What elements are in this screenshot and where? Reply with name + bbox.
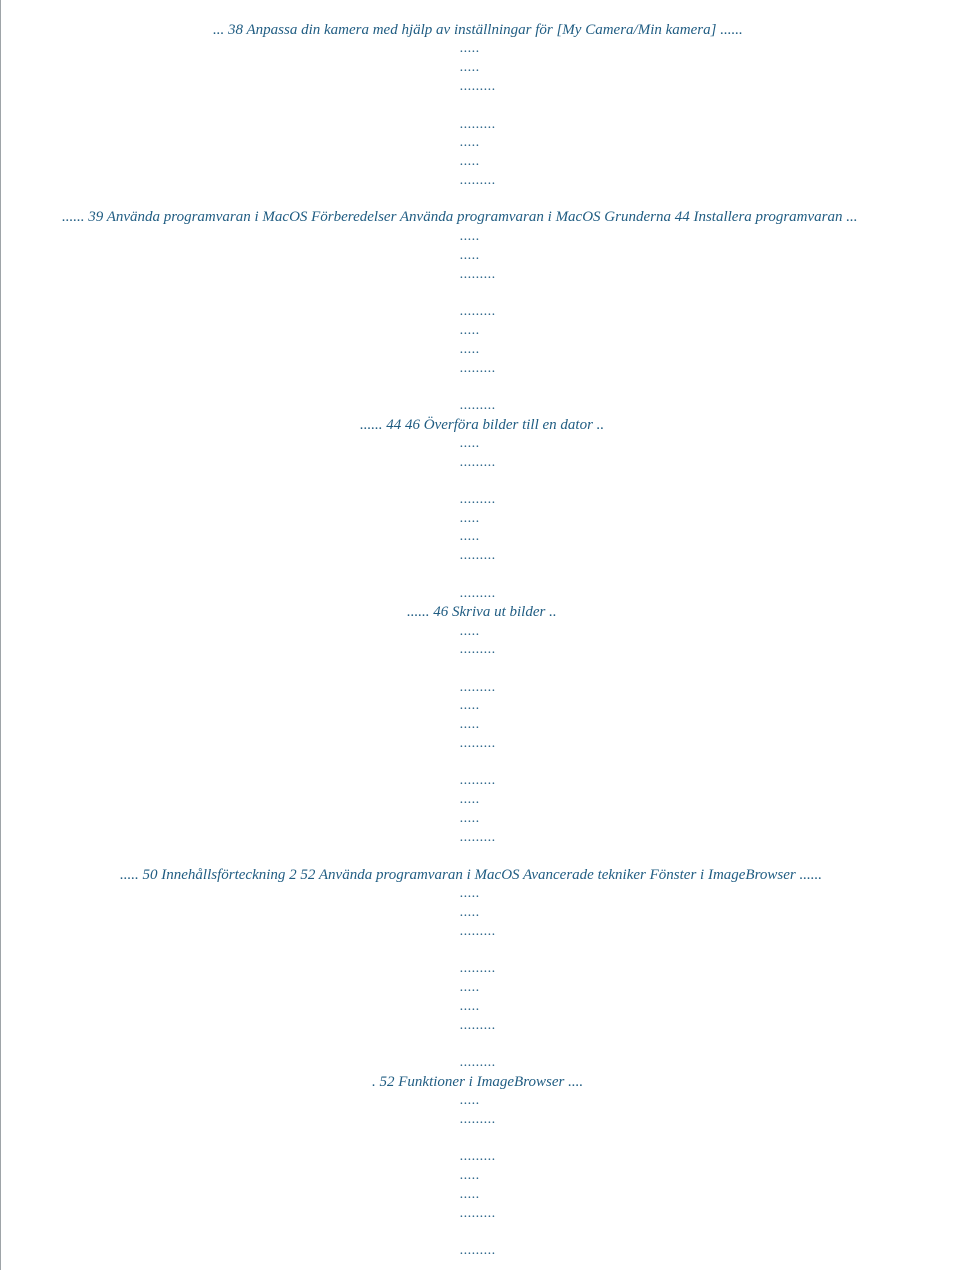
leader-dots: ......... xyxy=(460,455,496,470)
leader-dots: ..... xyxy=(460,511,480,526)
leader-dots: ..... xyxy=(460,886,480,901)
leader-dots: ......... xyxy=(460,1055,496,1070)
leader-dots: ......... xyxy=(460,398,496,413)
leader-dots: ......... xyxy=(460,492,496,507)
leader-dots: ..... xyxy=(460,342,480,357)
leader-dots: ......... xyxy=(460,267,496,282)
leader-dots: ......... xyxy=(460,173,496,188)
leader-dots: ..... xyxy=(460,999,480,1014)
leader-dots: ......... xyxy=(460,1018,496,1033)
leader-dots: ..... xyxy=(460,905,480,920)
leader-dots: ..... xyxy=(460,248,480,263)
leader-dots: ..... xyxy=(460,717,480,732)
leader-dots: ......... xyxy=(460,1112,496,1127)
leader-dots: ......... xyxy=(460,304,496,319)
leader-dots: ......... xyxy=(460,736,496,751)
leader-dots: ..... xyxy=(460,980,480,995)
leader-dots: ......... xyxy=(460,117,496,132)
leader-dots: ......... xyxy=(460,642,496,657)
leader-dots: ..... xyxy=(460,811,480,826)
leader-dots: ......... xyxy=(460,830,496,845)
leader-dots: ..... xyxy=(460,1168,480,1183)
leader-dots: ..... xyxy=(460,529,480,544)
leader-dots: ..... xyxy=(460,624,480,639)
leader-dots: ......... xyxy=(460,961,496,976)
leader-dots: ..... xyxy=(460,41,480,56)
leader-dots: ......... xyxy=(460,680,496,695)
leader-dots: ..... xyxy=(460,1187,480,1202)
toc-entry-50: ..... 50 Innehållsförteckning 2 52 Använda programvaran i MacOS Avancerade tekniker Fönster i ImageBrowser ...... xyxy=(120,867,822,883)
leader-dots: ..... xyxy=(460,436,480,451)
leader-dots: ..... xyxy=(460,792,480,807)
leader-dots: ..... xyxy=(460,229,480,244)
leader-dots: ......... xyxy=(460,1206,496,1221)
leader-dots: ..... xyxy=(460,154,480,169)
leader-dots: ......... xyxy=(460,1149,496,1164)
leader-dots: ......... xyxy=(460,79,496,94)
leader-dots: ......... xyxy=(460,361,496,376)
leader-dots: ..... xyxy=(460,135,480,150)
toc-entry-44: ...... 44 46 Överföra bilder till en dator .. xyxy=(360,417,605,433)
leader-dots: ..... xyxy=(460,1093,480,1108)
leader-dots: ......... xyxy=(460,548,496,563)
toc-entry-52: . 52 Funktioner i ImageBrowser .... xyxy=(372,1074,584,1090)
leader-dots: ......... xyxy=(460,586,496,601)
leader-dots: ......... xyxy=(460,924,496,939)
leader-dots: ......... xyxy=(460,773,496,788)
leader-dots: ..... xyxy=(460,323,480,338)
toc-entry-46: ...... 46 Skriva ut bilder .. xyxy=(407,604,557,620)
toc-entry-38: ... 38 Anpassa din kamera med hjälp av inställningar för [My Camera/Min kamera] ...... xyxy=(213,22,743,38)
leader-dots: ......... xyxy=(460,1243,496,1258)
leader-dots: ..... xyxy=(460,698,480,713)
toc-entry-39: ...... 39 Använda programvaran i MacOS Förberedelser Använda programvaran i MacOS Grunderna 44 Installera programvaran ... xyxy=(62,209,858,225)
leader-dots: ..... xyxy=(460,60,480,75)
